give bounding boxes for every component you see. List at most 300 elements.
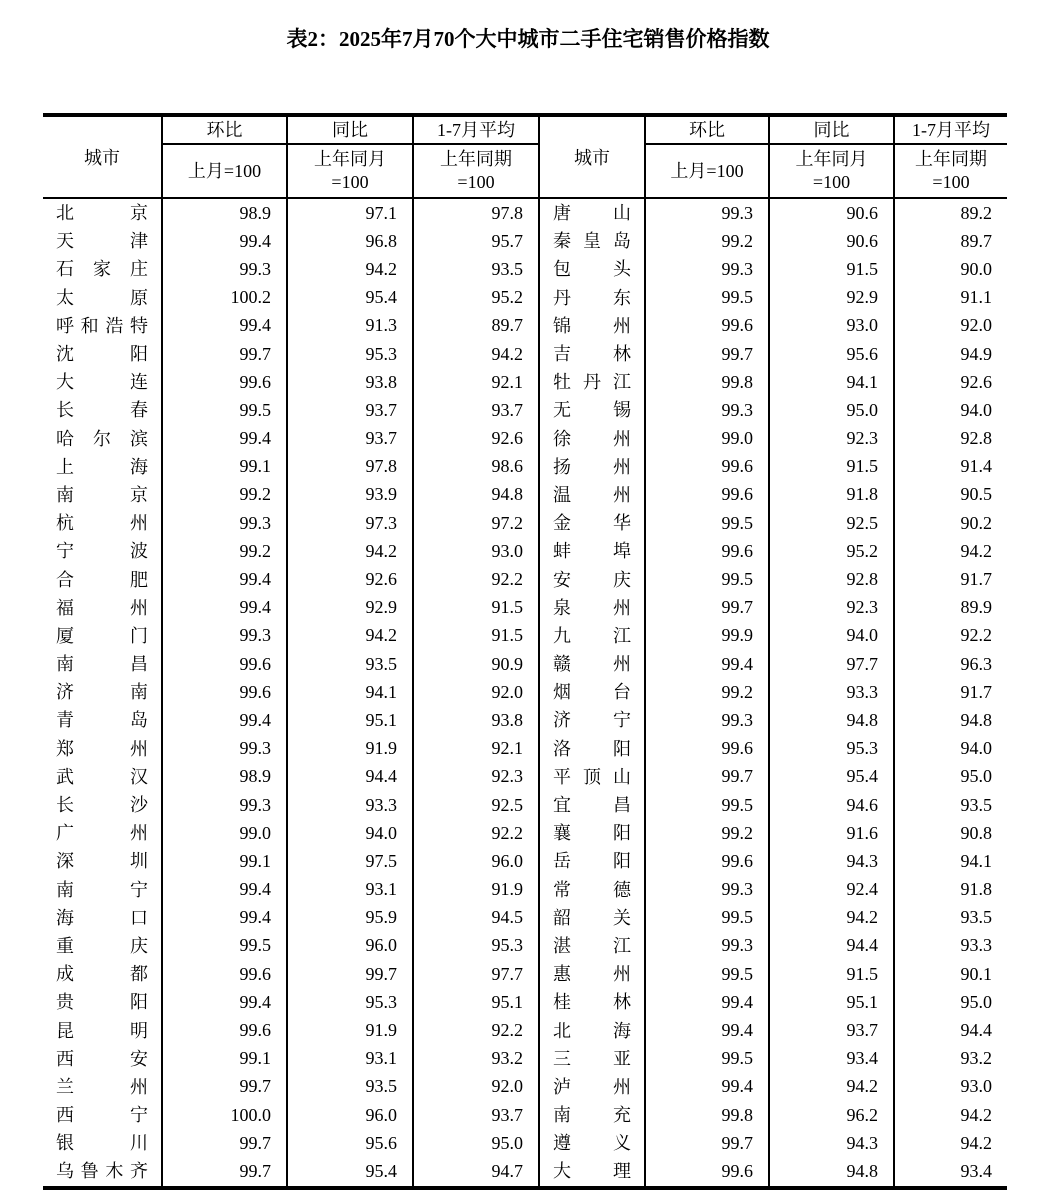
city-char: 九 <box>553 625 571 646</box>
value-cell: 99.6 <box>645 453 769 481</box>
city-name <box>553 425 631 453</box>
city-cell <box>43 650 162 678</box>
value-cell: 91.9 <box>287 1016 413 1044</box>
value-cell: 95.2 <box>769 537 894 565</box>
value-cell: 90.5 <box>960 484 992 505</box>
value-cell: 100.0 <box>162 1101 287 1129</box>
value-cell: 89.7 <box>960 230 992 251</box>
city-char: 宁 <box>56 541 74 562</box>
city-char: 州 <box>613 964 631 985</box>
header-base-line: 上年同月 <box>795 149 868 169</box>
value-cell: 92.6 <box>287 565 413 593</box>
city-char: 原 <box>130 287 148 308</box>
value-cell: 99.8 <box>645 368 769 396</box>
value-cell: 99.6 <box>645 481 769 509</box>
city-name <box>553 199 631 227</box>
table-row <box>43 819 1007 847</box>
city-char: 太 <box>56 287 74 308</box>
value-cell: 95.7 <box>413 227 539 255</box>
value-cell: 99.7 <box>645 340 769 368</box>
city-char: 肥 <box>130 569 148 590</box>
value-cell: 99.7 <box>162 1129 287 1157</box>
city-cell <box>43 396 162 424</box>
header-mom-base <box>162 144 287 198</box>
city-cell <box>43 425 162 453</box>
city-name <box>553 847 631 875</box>
city-char: 庄 <box>130 259 148 280</box>
city-char: 丹 <box>553 287 571 308</box>
value-cell: 99.3 <box>645 932 769 960</box>
value-cell: 93.1 <box>287 1045 413 1073</box>
city-char: 西 <box>56 1105 74 1126</box>
header-yoy: 同比 <box>287 115 413 144</box>
city-char: 波 <box>130 541 148 562</box>
value-cell: 99.2 <box>162 481 287 509</box>
city-char: 都 <box>130 964 148 985</box>
city-char: 江 <box>613 625 631 646</box>
city-cell <box>539 594 645 622</box>
city-cell <box>539 509 645 537</box>
city-name <box>553 1157 631 1185</box>
value-cell: 94.0 <box>769 622 894 650</box>
value-cell: 99.6 <box>162 678 287 706</box>
city-char: 无 <box>553 400 571 421</box>
city-cell <box>539 735 645 763</box>
value-cell: 94.2 <box>413 340 539 368</box>
table-row <box>43 565 1007 593</box>
value-cell: 99.4 <box>645 1016 769 1044</box>
city-cell <box>539 763 645 791</box>
value-cell: 99.7 <box>162 1157 287 1187</box>
city-char: 扬 <box>553 456 571 477</box>
value-cell: 95.1 <box>287 706 413 734</box>
header-avg: 1-7月平均 <box>894 115 1007 144</box>
value-cell: 99.5 <box>162 932 287 960</box>
city-char: 福 <box>56 597 74 618</box>
city-cell <box>43 678 162 706</box>
value-cell: 94.2 <box>960 1104 992 1125</box>
value-cell: 99.6 <box>645 537 769 565</box>
value-cell: 95.3 <box>287 340 413 368</box>
value-cell: 93.5 <box>287 650 413 678</box>
city-char: 徐 <box>553 428 571 449</box>
value-cell: 99.4 <box>162 904 287 932</box>
value-cell: 93.8 <box>287 368 413 396</box>
city-char: 贵 <box>56 992 74 1013</box>
city-cell <box>539 791 645 819</box>
value-cell: 93.0 <box>960 1076 992 1097</box>
value-cell: 99.9 <box>645 622 769 650</box>
city-char: 长 <box>56 400 74 421</box>
value-cell: 93.7 <box>413 396 539 424</box>
value-cell: 93.7 <box>287 396 413 424</box>
value-cell: 97.2 <box>413 509 539 537</box>
city-name <box>56 453 148 481</box>
city-cell <box>43 988 162 1016</box>
city-char: 锡 <box>613 400 631 421</box>
city-char: 州 <box>130 1076 148 1097</box>
city-char: 州 <box>613 456 631 477</box>
city-name <box>56 847 148 875</box>
value-cell: 99.7 <box>287 960 413 988</box>
city-char: 昌 <box>613 795 631 816</box>
value-cell: 89.2 <box>894 198 1007 227</box>
value-cell: 91.6 <box>769 819 894 847</box>
city-char: 林 <box>613 992 631 1013</box>
table-row <box>43 1157 1007 1187</box>
city-char: 理 <box>613 1161 631 1182</box>
city-cell <box>43 312 162 340</box>
city-char: 春 <box>130 400 148 421</box>
city-name <box>553 622 631 650</box>
city-cell <box>43 509 162 537</box>
value-cell: 99.4 <box>162 706 287 734</box>
value-cell: 92.3 <box>769 594 894 622</box>
value-cell: 94.4 <box>287 763 413 791</box>
value-cell: 99.6 <box>162 960 287 988</box>
value-cell: 97.5 <box>287 847 413 875</box>
city-char: 郑 <box>56 738 74 759</box>
value-cell: 99.6 <box>645 1157 769 1187</box>
city-cell <box>539 1016 645 1044</box>
city-name <box>553 650 631 678</box>
value-cell: 92.8 <box>769 565 894 593</box>
value-cell: 92.3 <box>769 425 894 453</box>
city-char: 深 <box>56 851 74 872</box>
city-name <box>56 199 148 227</box>
city-name <box>553 706 631 734</box>
header-city: 城市 <box>539 115 645 198</box>
city-name <box>56 791 148 819</box>
value-cell: 92.0 <box>960 315 992 336</box>
value-cell: 96.0 <box>287 932 413 960</box>
value-cell: 93.7 <box>413 1101 539 1129</box>
value-cell: 93.5 <box>960 794 992 815</box>
city-name <box>56 1101 148 1129</box>
city-cell <box>539 227 645 255</box>
city-char: 青 <box>56 710 74 731</box>
value-cell: 91.7 <box>960 681 992 702</box>
table-header <box>43 115 1007 198</box>
city-char: 山 <box>613 203 631 224</box>
city-cell <box>539 988 645 1016</box>
value-cell: 94.2 <box>287 537 413 565</box>
value-cell: 94.4 <box>769 932 894 960</box>
city-char: 吉 <box>553 344 571 365</box>
city-char: 南 <box>130 682 148 703</box>
city-cell <box>43 537 162 565</box>
city-cell <box>539 1101 645 1129</box>
value-cell: 99.4 <box>162 594 287 622</box>
value-cell: 94.6 <box>769 791 894 819</box>
table-row <box>43 876 1007 904</box>
city-name <box>56 932 148 960</box>
city-name <box>553 819 631 847</box>
value-cell: 94.0 <box>287 819 413 847</box>
city-name <box>56 763 148 791</box>
city-cell <box>539 284 645 312</box>
value-cell: 93.2 <box>960 1048 992 1069</box>
value-cell: 94.8 <box>769 1157 894 1187</box>
city-name <box>553 1101 631 1129</box>
city-cell <box>539 678 645 706</box>
city-cell <box>539 1045 645 1073</box>
city-char: 宜 <box>553 795 571 816</box>
value-cell: 94.1 <box>960 850 992 871</box>
value-cell: 99.8 <box>645 1101 769 1129</box>
city-cell <box>539 396 645 424</box>
city-name <box>553 988 631 1016</box>
city-char: 石 <box>56 259 74 280</box>
city-name <box>553 481 631 509</box>
city-char: 州 <box>130 513 148 534</box>
city-char: 包 <box>553 259 571 280</box>
city-char: 京 <box>130 203 148 224</box>
city-cell <box>539 453 645 481</box>
header-base-line: =100 <box>331 172 369 192</box>
city-cell <box>43 847 162 875</box>
value-cell: 99.5 <box>645 284 769 312</box>
value-cell: 93.3 <box>769 678 894 706</box>
header-base-line: 上年同期 <box>440 149 512 169</box>
city-char: 岛 <box>613 231 631 252</box>
city-char: 韶 <box>553 907 571 928</box>
value-cell: 99.3 <box>162 622 287 650</box>
city-cell <box>539 425 645 453</box>
value-cell: 93.9 <box>287 481 413 509</box>
city-name <box>553 537 631 565</box>
city-char: 阳 <box>613 851 631 872</box>
value-cell: 99.2 <box>162 537 287 565</box>
value-cell: 99.7 <box>645 763 769 791</box>
value-cell: 91.8 <box>769 481 894 509</box>
value-cell: 99.4 <box>645 650 769 678</box>
header-avg-base <box>894 144 1007 198</box>
city-cell <box>539 876 645 904</box>
value-cell: 94.7 <box>413 1157 539 1187</box>
value-cell: 96.8 <box>287 227 413 255</box>
header-mom: 环比 <box>162 115 287 144</box>
city-char: 三 <box>553 1048 571 1069</box>
city-cell <box>43 706 162 734</box>
city-cell <box>43 198 162 227</box>
value-cell: 95.0 <box>769 396 894 424</box>
table-row <box>43 1016 1007 1044</box>
city-char: 湛 <box>553 935 571 956</box>
value-cell: 96.3 <box>960 653 992 674</box>
value-cell: 99.4 <box>162 312 287 340</box>
value-cell: 99.6 <box>162 1016 287 1044</box>
city-cell <box>43 594 162 622</box>
value-cell: 97.7 <box>413 960 539 988</box>
city-cell <box>539 537 645 565</box>
value-cell: 93.4 <box>769 1045 894 1073</box>
city-char: 埠 <box>613 541 631 562</box>
value-cell: 99.3 <box>162 509 287 537</box>
city-cell <box>539 622 645 650</box>
value-cell: 99.3 <box>162 735 287 763</box>
city-cell <box>43 255 162 283</box>
city-char: 州 <box>613 428 631 449</box>
city-name <box>553 396 631 424</box>
city-cell <box>539 312 645 340</box>
header-base-line: =100 <box>932 172 970 192</box>
city-name <box>56 960 148 988</box>
table-row <box>43 255 1007 283</box>
city-char: 赣 <box>553 654 571 675</box>
value-cell: 92.9 <box>769 284 894 312</box>
city-name <box>56 425 148 453</box>
city-char: 明 <box>130 1020 148 1041</box>
value-cell: 93.4 <box>960 1160 992 1181</box>
header-yoy: 同比 <box>769 115 894 144</box>
table-row <box>43 791 1007 819</box>
city-char: 合 <box>56 569 74 590</box>
table-row <box>43 594 1007 622</box>
city-char: 长 <box>56 795 74 816</box>
city-cell <box>43 284 162 312</box>
city-cell <box>43 622 162 650</box>
header-row-top <box>43 115 1007 144</box>
city-cell <box>539 847 645 875</box>
value-cell: 99.2 <box>645 819 769 847</box>
city-char: 泸 <box>553 1076 571 1097</box>
value-cell: 92.4 <box>769 876 894 904</box>
city-name <box>553 368 631 396</box>
city-char: 庆 <box>613 569 631 590</box>
value-cell: 99.7 <box>162 1073 287 1101</box>
table-row <box>43 227 1007 255</box>
city-char: 广 <box>56 823 74 844</box>
city-char: 浩 <box>105 315 124 336</box>
city-char: 州 <box>130 738 148 759</box>
city-char: 上 <box>56 456 74 477</box>
value-cell: 94.0 <box>960 399 992 420</box>
value-cell: 94.2 <box>769 1073 894 1101</box>
city-char: 蚌 <box>553 541 571 562</box>
value-cell: 94.2 <box>960 540 992 561</box>
city-char: 惠 <box>553 964 571 985</box>
city-cell <box>43 368 162 396</box>
city-char: 和 <box>80 315 99 336</box>
value-cell: 97.7 <box>769 650 894 678</box>
city-char: 齐 <box>129 1161 148 1182</box>
city-char: 林 <box>613 344 631 365</box>
value-cell: 93.7 <box>287 425 413 453</box>
value-cell: 93.2 <box>413 1045 539 1073</box>
table-row <box>43 650 1007 678</box>
header-avg-base <box>413 144 539 198</box>
city-name <box>553 1017 631 1045</box>
city-name <box>553 960 631 988</box>
city-char: 义 <box>613 1133 631 1154</box>
city-char: 洛 <box>553 738 571 759</box>
value-cell: 99.0 <box>645 425 769 453</box>
city-char: 山 <box>613 766 631 787</box>
table-row <box>43 425 1007 453</box>
city-char: 关 <box>613 907 631 928</box>
city-char: 成 <box>56 964 74 985</box>
value-cell: 92.0 <box>413 678 539 706</box>
city-char: 顶 <box>583 766 601 787</box>
city-name <box>56 396 148 424</box>
value-cell: 91.4 <box>960 456 992 477</box>
city-char: 沙 <box>130 795 148 816</box>
header-base-line: 上月=100 <box>670 160 744 181</box>
city-char: 东 <box>613 287 631 308</box>
city-cell <box>43 227 162 255</box>
value-cell: 99.5 <box>645 509 769 537</box>
value-cell: 91.5 <box>769 960 894 988</box>
table-row <box>43 904 1007 932</box>
table-row <box>43 1101 1007 1129</box>
value-cell: 95.1 <box>769 988 894 1016</box>
table-row <box>43 340 1007 368</box>
city-name <box>56 1073 148 1101</box>
value-cell: 99.4 <box>645 988 769 1016</box>
city-char: 宁 <box>130 1105 148 1126</box>
city-char: 唐 <box>553 203 571 224</box>
table-row <box>43 481 1007 509</box>
value-cell: 92.6 <box>960 371 992 392</box>
table-body <box>43 198 1007 1188</box>
value-cell: 93.5 <box>287 1073 413 1101</box>
city-char: 济 <box>56 682 74 703</box>
value-cell: 92.1 <box>413 735 539 763</box>
table-row <box>43 1045 1007 1073</box>
value-cell: 94.1 <box>769 368 894 396</box>
city-char: 州 <box>613 597 631 618</box>
value-cell: 93.5 <box>413 255 539 283</box>
table-row <box>43 509 1007 537</box>
value-cell: 92.5 <box>413 791 539 819</box>
city-char: 乌 <box>56 1161 74 1182</box>
value-cell: 99.3 <box>645 396 769 424</box>
value-cell: 99.6 <box>645 847 769 875</box>
city-name <box>56 678 148 706</box>
value-cell: 92.2 <box>413 819 539 847</box>
city-name <box>553 453 631 481</box>
city-char: 江 <box>613 935 631 956</box>
value-cell: 99.4 <box>162 876 287 904</box>
city-cell <box>539 481 645 509</box>
city-cell <box>43 960 162 988</box>
city-char: 海 <box>56 907 74 928</box>
city-char: 汉 <box>130 766 148 787</box>
value-cell: 99.3 <box>645 876 769 904</box>
table-row <box>43 284 1007 312</box>
value-cell: 99.5 <box>645 1045 769 1073</box>
city-name <box>553 255 631 283</box>
city-char: 滨 <box>130 428 148 449</box>
value-cell: 96.0 <box>413 847 539 875</box>
city-char: 哈 <box>56 428 74 449</box>
city-char: 尔 <box>93 428 111 449</box>
city-cell <box>43 1129 162 1157</box>
table-row <box>43 198 1007 227</box>
value-cell: 95.9 <box>287 904 413 932</box>
value-cell: 99.3 <box>162 791 287 819</box>
city-name <box>56 340 148 368</box>
city-name <box>56 594 148 622</box>
city-cell <box>539 1157 645 1187</box>
city-name <box>56 481 148 509</box>
value-cell: 89.9 <box>960 597 992 618</box>
value-cell: 90.2 <box>960 512 992 533</box>
city-char: 州 <box>613 1076 631 1097</box>
value-cell: 98.9 <box>162 198 287 227</box>
value-cell: 96.2 <box>769 1101 894 1129</box>
